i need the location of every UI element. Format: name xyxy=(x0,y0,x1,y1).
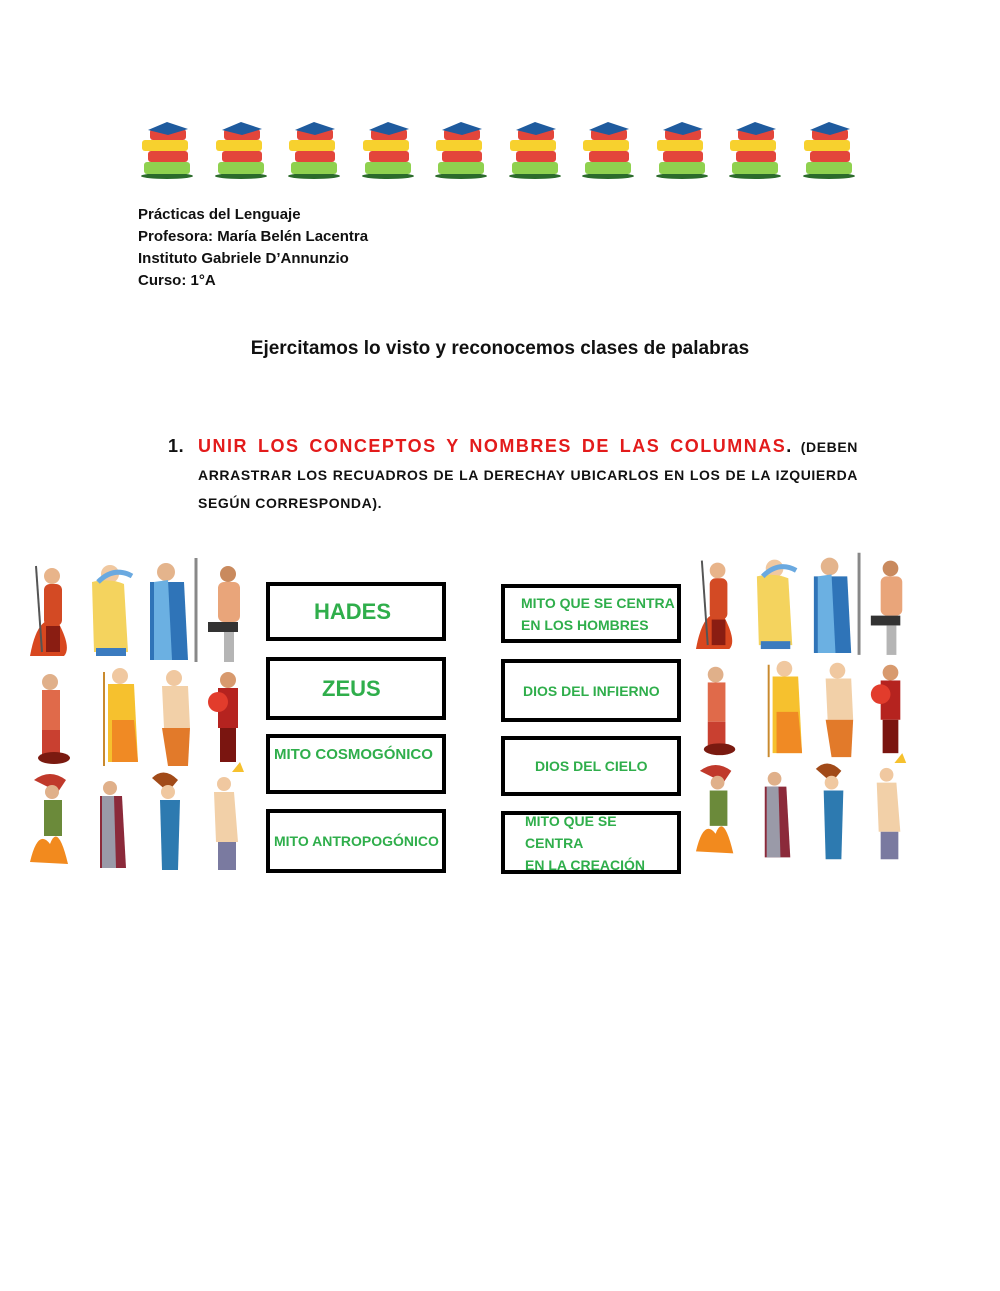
god-figure-icon xyxy=(104,668,138,766)
book-stack-icon xyxy=(285,120,343,180)
left-box-label: MITO ANTROPOGÓNICO xyxy=(274,833,439,849)
instruction-details: (DEBEN ARRASTRAR LOS RECUADROS DE LA DERECHAY UBICARLOS EN LOS DE LA IZQUIERDA SEGÚN CORRESPONDA). xyxy=(198,439,858,511)
god-figure-icon xyxy=(757,560,796,649)
subject-label: Prácticas del Lenguaje xyxy=(138,206,301,223)
god-figure-icon xyxy=(696,561,732,649)
god-figure-icon xyxy=(208,566,240,662)
course-label: Curso: 1°A xyxy=(138,272,216,289)
right-box-label: MITO QUE SE CENTRA EN LA CREACIÓN xyxy=(525,812,646,873)
god-figure-icon xyxy=(30,774,68,864)
left-box-label: HADES xyxy=(314,598,392,624)
god-figure-icon xyxy=(38,674,70,764)
god-figure-icon xyxy=(816,763,844,859)
god-figure-icon xyxy=(100,781,126,868)
left-box-zeus[interactable] xyxy=(266,657,446,720)
god-figure-icon xyxy=(162,670,190,766)
god-figure-icon xyxy=(765,772,791,857)
header-info xyxy=(138,204,368,292)
greek-gods-illustration-right xyxy=(694,546,918,868)
right-box-label: DIOS DEL CIELO xyxy=(535,758,648,774)
left-box-label: ZEUS xyxy=(322,675,381,701)
book-stack-border xyxy=(138,118,858,182)
instruction-number: 1. xyxy=(168,436,185,456)
book-stack-icon xyxy=(726,120,784,180)
god-figure-icon xyxy=(214,762,244,870)
left-box-hades[interactable] xyxy=(266,582,446,641)
right-box-label: MITO QUE SE CENTRA EN LOS HOMBRES xyxy=(521,594,675,633)
god-figure-icon xyxy=(814,553,859,655)
book-stack-icon xyxy=(653,120,711,180)
teacher-label: Profesora: María Belén Lacentra xyxy=(138,228,369,245)
right-box-label: DIOS DEL INFIERNO xyxy=(523,682,660,699)
god-figure-icon xyxy=(92,565,132,656)
instruction-body xyxy=(198,432,858,517)
right-box-dios-cielo[interactable] xyxy=(501,736,681,796)
right-box-mito-hombres[interactable] xyxy=(501,584,681,643)
god-figure-icon xyxy=(152,772,180,870)
greek-gods-illustration-left xyxy=(28,552,256,878)
god-figure-icon xyxy=(877,753,906,859)
book-stack-icon xyxy=(506,120,564,180)
god-figure-icon xyxy=(704,667,735,755)
page-title: Ejercitamos lo visto y reconocemos clases de palabras xyxy=(250,338,750,359)
instruction xyxy=(168,432,858,517)
left-box-mito-antropogonico[interactable] xyxy=(266,809,446,873)
book-stack-icon xyxy=(212,120,270,180)
left-box-mito-cosmogonico[interactable] xyxy=(266,734,446,794)
book-stack-icon xyxy=(800,120,858,180)
god-figure-icon xyxy=(769,661,802,757)
god-figure-icon xyxy=(871,561,902,655)
book-stack-icon xyxy=(138,120,196,180)
book-stack-icon xyxy=(579,120,637,180)
god-figure-icon xyxy=(30,566,67,656)
god-figure-icon xyxy=(871,665,900,753)
instruction-period: . xyxy=(786,436,793,456)
god-figure-icon xyxy=(696,765,733,853)
right-box-dios-infierno[interactable] xyxy=(501,659,681,722)
god-figure-icon xyxy=(150,558,196,662)
god-figure-icon xyxy=(826,663,854,757)
institute-label: Instituto Gabriele D’Annunzio xyxy=(138,250,349,267)
book-stack-icon xyxy=(432,120,490,180)
left-box-label: MITO COSMOGÓNICO xyxy=(274,746,433,763)
instruction-highlight: UNIR LOS CONCEPTOS Y NOMBRES DE LAS COLUMNAS xyxy=(198,436,787,456)
god-figure-icon xyxy=(208,672,238,762)
book-stack-icon xyxy=(359,120,417,180)
right-box-mito-creacion[interactable] xyxy=(501,811,681,874)
